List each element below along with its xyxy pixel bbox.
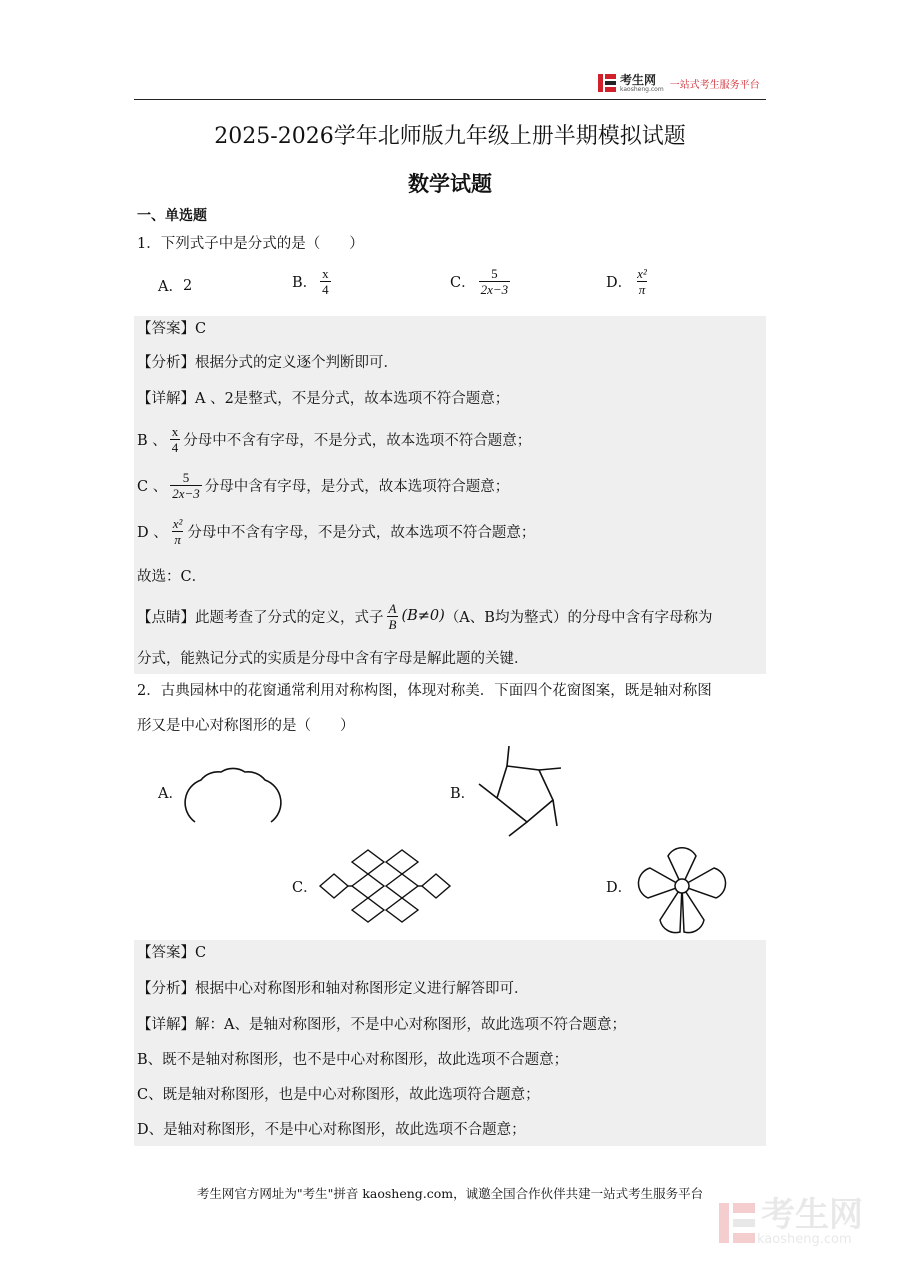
q1-comment-prefix: 【点睛】此题考查了分式的定义，式子 <box>137 609 384 626</box>
watermark-text: 考生网 <box>761 1195 863 1235</box>
header-logo <box>597 72 760 94</box>
q1-detail-a: 【详解】A 、2是整式，不是分式，故本选项不符合题意； <box>137 390 510 407</box>
q2-option-b-figure <box>475 742 575 842</box>
q1-detail-c-fraction <box>170 470 202 501</box>
q2-option-b-label: B． <box>450 786 476 802</box>
q1-comment-line2: 分式，能熟记分式的实质是分母中含有字母是解此题的关键． <box>137 650 529 667</box>
watermark-url: kaosheng.com <box>757 1232 852 1247</box>
q1-detail-c-prefix: C 、 <box>137 478 168 495</box>
q2-stem-line2: 形又是中心对称图形的是（ ） <box>137 718 355 734</box>
q1-option-b <box>292 266 334 297</box>
q1-detail-d-prefix: D 、 <box>137 524 168 541</box>
q1-option-d-numerator: x² <box>637 266 647 281</box>
q2-option-a-figure <box>183 760 283 826</box>
q1-option-c-denominator: 2x−3 <box>480 282 509 297</box>
q1-option-d-label: D． <box>606 275 633 291</box>
q1-detail-c-denominator: 2x−3 <box>172 485 200 501</box>
logo-text: 考生网 <box>620 72 657 87</box>
q1-option-b-fraction <box>320 266 331 297</box>
header-rule <box>134 99 766 100</box>
q1-stem: 1．下列式子中是分式的是（ ） <box>137 236 364 252</box>
q2-option-a-label: A． <box>158 786 183 802</box>
q2-option-c-figure <box>318 848 452 924</box>
q1-detail-b-prefix: B 、 <box>137 432 167 449</box>
q1-answer: 【答案】C <box>137 320 207 337</box>
q1-option-a-label: A． <box>158 279 183 295</box>
q1-option-c-fraction <box>479 266 511 297</box>
q2-option-c-label: C． <box>292 880 318 896</box>
watermark <box>717 1195 863 1247</box>
q1-comment-fraction <box>387 601 399 632</box>
q1-option-c <box>450 266 513 297</box>
watermark-logo-icon <box>717 1201 757 1245</box>
q1-comment-suffix: （A、B均为整式）的分母中含有字母称为 <box>444 609 713 626</box>
section-heading: 一、单选题 <box>137 208 207 224</box>
q1-option-b-denominator: 4 <box>322 282 329 297</box>
q1-option-b-numerator: x <box>322 266 329 281</box>
q2-detail-b: B、既不是轴对称图形，也不是中心对称图形，故此选项不合题意； <box>137 1051 569 1068</box>
q1-detail-d <box>137 514 535 548</box>
q1-detail-b-numerator: x <box>171 423 179 439</box>
q1-comment-numerator: A <box>388 600 397 616</box>
q1-detail-c-text: 分母中含有字母，是分式，故本选项符合题意； <box>204 478 510 495</box>
q2-detail-c: C、既是轴对称图形，也是中心对称图形，故此选项符合题意； <box>137 1086 540 1103</box>
q2-option-d-figure <box>632 836 732 936</box>
q1-option-c-label: C． <box>450 275 476 291</box>
q1-option-c-numerator: 5 <box>491 266 498 281</box>
kaosheng-logo-icon <box>597 73 617 93</box>
q1-detail-d-text: 分母中不含有字母，不是分式，故本选项不符合题意； <box>187 524 536 541</box>
q1-option-d-fraction <box>635 266 649 297</box>
q1-detail-b-fraction <box>170 424 181 455</box>
q1-option-a-value: 2 <box>182 277 193 294</box>
q1-detail-c <box>137 468 509 502</box>
page-subtitle: 数学试题 <box>408 171 492 196</box>
q1-detail-d-denominator: π <box>174 531 181 547</box>
page-title: 2025-2026学年北师版九年级上册半期模拟试题 <box>214 124 686 149</box>
q1-choose: 故选：C． <box>137 568 207 585</box>
q2-analysis: 【分析】根据中心对称图形和轴对称图形定义进行解答即可． <box>137 980 529 997</box>
q1-option-d-denominator: π <box>638 282 646 297</box>
q2-option-d-label: D． <box>606 880 633 896</box>
q1-option-d <box>606 266 652 297</box>
q1-detail-d-fraction <box>171 516 185 547</box>
q2-detail-a: 【详解】解：A、是轴对称图形，不是中心对称图形，故此选项不符合题意； <box>137 1016 626 1033</box>
q1-detail-c-numerator: 5 <box>182 469 190 485</box>
q2-stem-line1: 2．古典园林中的花窗通常利用对称构图，体现对称美．下面四个花窗图案，既是轴对称图 <box>137 683 712 699</box>
q1-detail-d-numerator: x² <box>172 515 183 531</box>
q1-comment-condition: (B≠0) <box>401 608 445 624</box>
q2-detail-d: D、是轴对称图形，不是中心对称图形，故此选项不合题意； <box>137 1121 526 1138</box>
q1-option-b-label: B． <box>292 275 318 291</box>
q1-detail-b-text: 分母中不含有字母，不是分式，故本选项不符合题意； <box>183 432 532 449</box>
logo-url: kaosheng.com <box>620 85 664 93</box>
q1-detail-b-denominator: 4 <box>171 439 179 455</box>
q2-answer: 【答案】C <box>137 944 207 961</box>
q2-answer-panel <box>134 940 766 1146</box>
q1-detail-b <box>137 422 531 456</box>
footer-text: 考生网官方网址为"考生"拼音 kaosheng.com，诚邀全国合作伙伴共建一站式考生服务平台 <box>196 1186 704 1201</box>
q1-analysis: 【分析】根据分式的定义逐个判断即可． <box>137 354 398 371</box>
header-slogan: 一站式考生服务平台 <box>669 79 760 91</box>
q1-comment <box>137 598 712 634</box>
q1-option-a <box>158 275 192 296</box>
q1-comment-denominator: B <box>388 616 397 632</box>
